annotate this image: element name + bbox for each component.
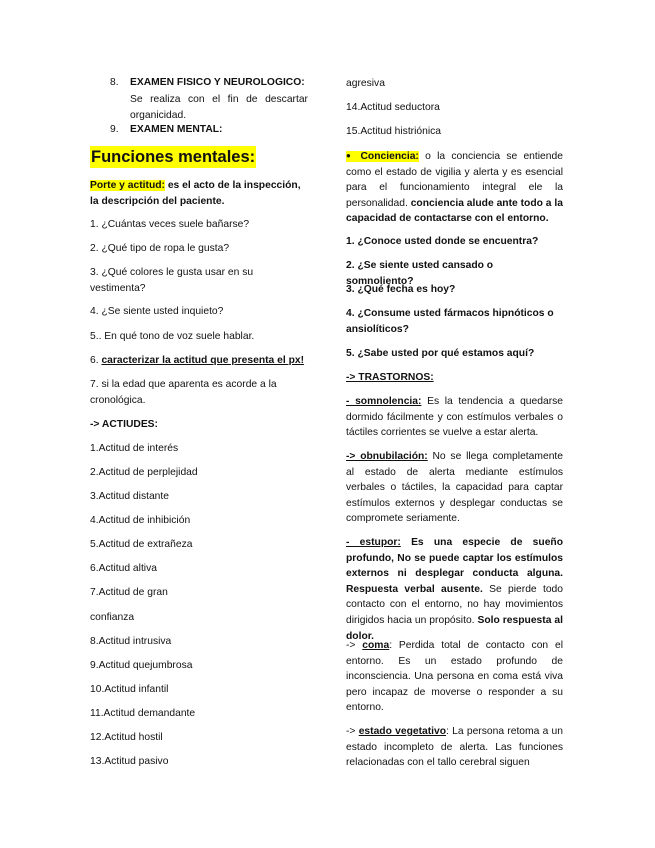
actitud-item: 12.Actitud hostil — [90, 732, 163, 743]
question-5: 5.. En qué tono de voz suele hablar. — [90, 331, 255, 342]
exam-item-8-body: Se realiza con el fin de descartar organicidad. — [130, 94, 308, 121]
somnolencia-label: - somnolencia: — [346, 396, 422, 407]
exam-item-number: 9. — [110, 124, 119, 135]
obnubilacion-paragraph — [346, 449, 563, 527]
question-2: 2. ¿Qué tipo de ropa le gusta? — [90, 243, 230, 254]
question-6 — [90, 353, 308, 369]
porte-paragraph — [90, 178, 308, 209]
porte-text: es el acto de la inspección, la descripción del paciente. — [90, 180, 301, 207]
actitud-item: 1.Actitud de interés — [90, 443, 179, 454]
coma-text: : Perdida total de contacto con el entorno. Es un estado profundo de inconsciencia. Una persona en coma está viva pero incapaz de moverse o responder a su entorno. — [346, 640, 563, 714]
estupor-label: - estupor: — [346, 537, 401, 548]
section-title: Funciones mentales: — [91, 148, 256, 166]
estupor-bold-2: Solo respuesta al dolor. — [346, 614, 563, 642]
coma-paragraph — [346, 638, 563, 716]
trastornos-heading: -> TRASTORNOS: — [346, 372, 434, 383]
exam-item-number: 8. — [110, 77, 119, 88]
actitud-item: 13.Actitud pasivo — [90, 756, 169, 767]
actitud-item: 9.Actitud quejumbrosa — [90, 660, 193, 671]
actitud-item: 8.Actitud intrusiva — [90, 636, 172, 647]
actitud-item: 4.Actitud de inhibición — [90, 515, 191, 526]
conciencia-label: Conciencia: — [360, 151, 419, 162]
actitud-item: 5.Actitud de extrañeza — [90, 539, 193, 550]
conciencia-question-2: 2. ¿Se siente usted cansado o somnoliento? — [346, 260, 494, 287]
somnolencia-paragraph — [346, 394, 563, 441]
vegetativo-label: estado vegetativo — [358, 726, 447, 737]
actitud-item: confianza — [90, 612, 135, 623]
vegetativo-prefix: -> — [346, 726, 359, 737]
bullet-icon: ● — [346, 151, 355, 160]
question-7: 7. si la edad que aparenta es acorde a la cronológica. — [90, 379, 277, 406]
conciencia-bold: conciencia alude ante todo a la capacidad de contactarse con el entorno. — [346, 197, 563, 225]
porte-label: Porte y actitud: — [90, 180, 165, 191]
estupor-text: Se pierde todo contacto con el entorno, no hay movimientos dirigidos hacia un propósito. — [346, 583, 563, 626]
conciencia-question-5: 5. ¿Sabe usted por qué estamos aquí? — [346, 348, 535, 359]
actitud-continued: agresiva — [346, 78, 385, 89]
estupor-bold: Es una especie de sueño profundo, No se puede captar los estímulos externos ni desplegar conducta alguna. Respuesta verbal ausente. — [346, 537, 563, 595]
question-6-prefix: 6. — [90, 355, 102, 366]
actitud-item: 6.Actitud altiva — [90, 563, 157, 574]
actitud-item: 10.Actitud infantil — [90, 684, 169, 695]
obnubilacion-label: -> obnubilación: — [346, 451, 428, 462]
conciencia-question-1: 1. ¿Conoce usted donde se encuentra? — [346, 236, 539, 247]
actitud-item: 11.Actitud demandante — [90, 708, 196, 719]
actitud-item: 15.Actitud histriónica — [346, 126, 442, 137]
estupor-paragraph — [346, 535, 563, 644]
vegetativo-text: : La persona retoma a un estado incompleto de alerta. Las funciones relacionadas con el tallo cerebral siguen — [346, 726, 563, 769]
coma-label: coma — [362, 640, 390, 651]
coma-prefix: -> — [346, 640, 363, 651]
actitud-item: 14.Actitud seductora — [346, 102, 440, 113]
question-3: 3. ¿Qué colores le gusta usar en su vestimenta? — [90, 267, 254, 294]
conciencia-highlight — [346, 151, 419, 162]
conciencia-question-4: 4. ¿Consume usted fármacos hipnóticos o ansiolíticos? — [346, 308, 554, 335]
conciencia-paragraph — [346, 148, 563, 227]
exam-item-title: EXAMEN FISICO Y NEUROLOGICO: — [130, 77, 305, 88]
question-4: 4. ¿Se siente usted inquieto? — [90, 306, 224, 317]
actitud-item: 2.Actitud de perplejidad — [90, 467, 198, 478]
conciencia-question-3: 3. ¿Qué fecha es hoy? — [346, 284, 456, 295]
conciencia-text: o la conciencia se entiende como el estado de vigilia y alerta y es esencial para el funcionamiento integral ele la personalidad. — [346, 151, 563, 209]
actitud-item: 7.Actitud de gran — [90, 587, 168, 598]
exam-item-title: EXAMEN MENTAL: — [130, 124, 223, 135]
question-1: 1. ¿Cuántas veces suele bañarse? — [90, 219, 250, 230]
somnolencia-text: Es la tendencia a quedarse dormido fácilmente y con estímulos verbales o táctiles corrientes se vuelve a estar alerta. — [346, 396, 564, 439]
vegetativo-paragraph — [346, 724, 563, 771]
question-6-text: caracterizar la actitud que presenta el px! — [101, 355, 305, 366]
actitud-item: 3.Actitud distante — [90, 491, 169, 502]
obnubilacion-text: No se llega completamente al estado de alerta mediante estímulos verbales o táctiles, la capacidad para captar estímulos externos y desplegar conductas se compromete seriamente. — [346, 451, 564, 525]
actitudes-heading: -> ACTIUDES: — [90, 419, 158, 430]
